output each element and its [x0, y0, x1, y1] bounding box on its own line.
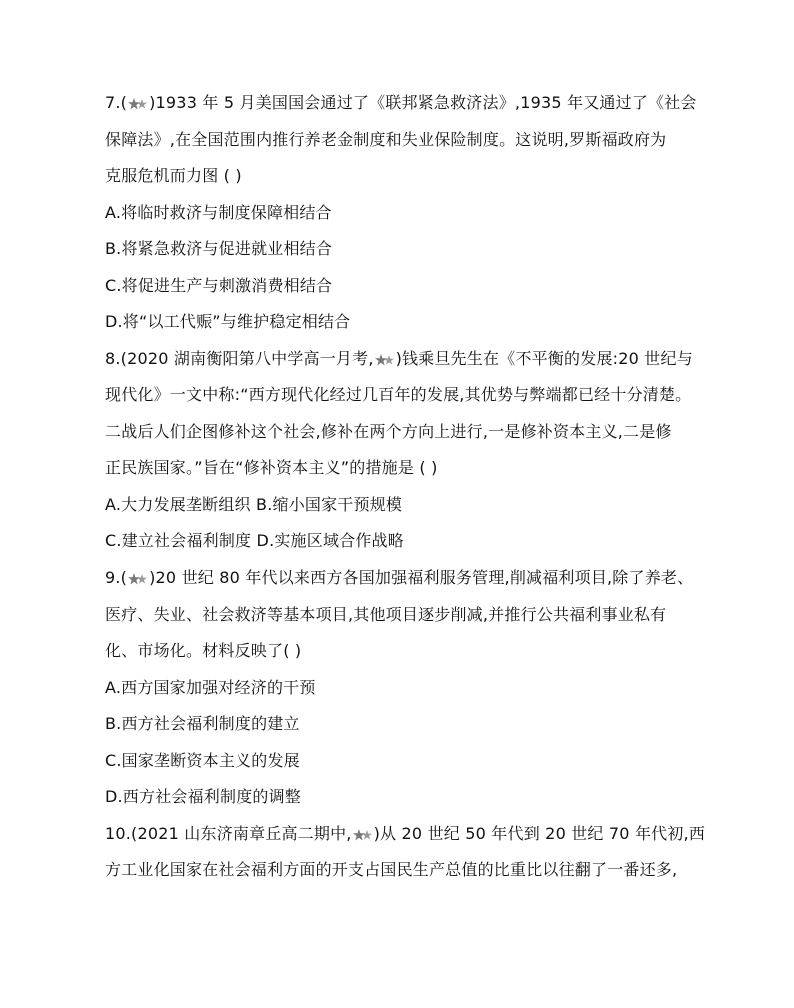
q10-line-2: 方工业化国家在社会福利方面的开支占国民生产总值的比重比以往翻了一番还多,: [105, 860, 678, 879]
q8-options-ab[interactable]: A.大力发展垄断组织 B.缩小国家干预规模: [105, 495, 403, 514]
q7-line-1: [105, 92, 697, 114]
q8-line-2: 现代化》一文中称:“西方现代化经过几百年的发展,其优势与弊端都已经十分清楚。: [105, 385, 692, 404]
difficulty-stars-icon: [128, 98, 148, 110]
q7-line-2: 保障法》,在全国范围内推行养老金制度和失业保险制度。这说明,罗斯福政府为: [105, 130, 667, 149]
q8-source: 8.(2020 湖南衡阳第八中学高一月考,: [105, 349, 374, 368]
q7-number: 7.(: [105, 93, 128, 112]
q9-number: 9.(: [105, 568, 128, 587]
q7-option-d[interactable]: D.将“以工代赈”与维护稳定相结合: [105, 312, 351, 331]
q9-line-2: 医疗、失业、社会救济等基本项目,其他项目逐步削减,并推行公共福利事业私有: [105, 605, 667, 624]
q9-option-b[interactable]: B.西方社会福利制度的建立: [105, 714, 300, 733]
q9-option-d[interactable]: D.西方社会福利制度的调整: [105, 787, 302, 806]
q7-line-3: 克服危机而力图 ( ): [105, 166, 242, 185]
q9-option-c[interactable]: C.国家垄断资本主义的发展: [105, 751, 300, 770]
q8-line-4: 正民族国家。”旨在“修补资本主义”的措施是 ( ): [105, 458, 438, 477]
q10-line-1: [105, 823, 705, 845]
q10-source: 10.(2021 山东济南章丘高二期中,: [105, 824, 352, 843]
q8-line-1: [105, 348, 693, 370]
q7-text-1: )1933 年 5 月美国国会通过了《联邦紧急救济法》,1935 年又通过了《社会: [149, 93, 697, 112]
difficulty-stars-icon: [375, 354, 395, 366]
q9-line-1: [105, 567, 693, 589]
q8-text-1: )钱乘旦先生在《不平衡的发展:20 世纪与: [395, 349, 693, 368]
q9-option-a[interactable]: A.西方国家加强对经济的干预: [105, 678, 316, 697]
q7-option-c[interactable]: C.将促进生产与刺激消费相结合: [105, 276, 333, 295]
difficulty-stars-icon: [353, 829, 373, 841]
q9-text-1: )20 世纪 80 年代以来西方各国加强福利服务管理,削减福利项目,除了养老、: [149, 568, 694, 587]
q8-line-3: 二战后人们企图修补这个社会,修补在两个方向上进行,一是修补资本主义,二是修: [105, 422, 672, 441]
q9-line-3: 化、市场化。材料反映了( ): [105, 641, 302, 660]
q7-option-b[interactable]: B.将紧急救济与促进就业相结合: [105, 239, 333, 258]
difficulty-stars-icon: [128, 573, 148, 585]
q8-options-cd[interactable]: C.建立社会福利制度 D.实施区域合作战略: [105, 531, 404, 550]
q7-option-a[interactable]: A.将临时救济与制度保障相结合: [105, 203, 332, 222]
q10-text-1: )从 20 世纪 50 年代到 20 世纪 70 年代初,西: [373, 824, 706, 843]
